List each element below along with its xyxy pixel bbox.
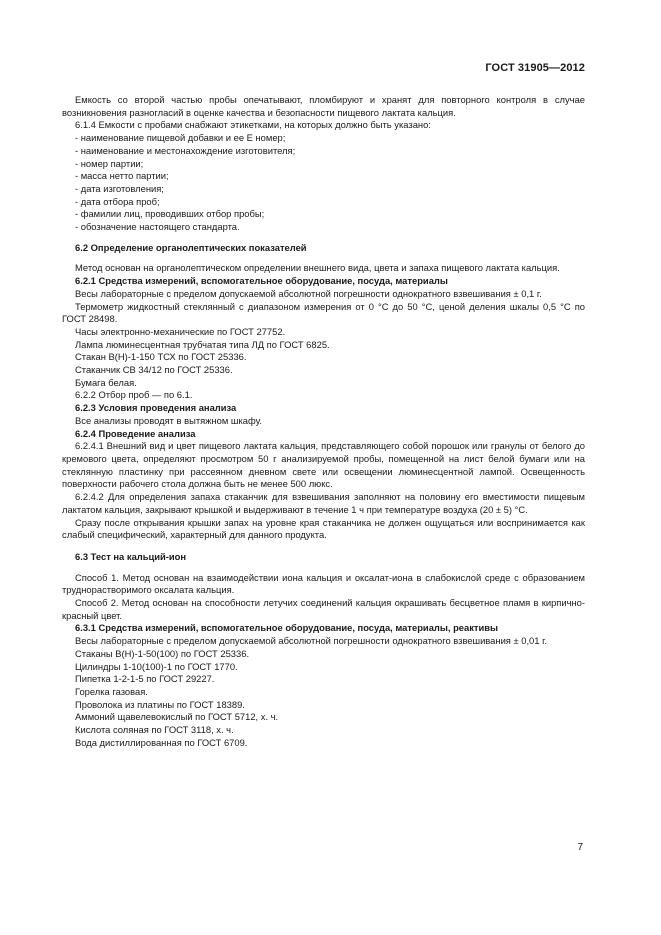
paragraph: Емкость со второй частью пробы опечатывают, пломбируют и хранят для повторного контроля в случае возникновения разногласий в оценке качества и безопасности пищевого лактата кальция.	[62, 94, 585, 118]
reagents-list	[62, 648, 585, 750]
list-item: Проволока из платины по ГОСТ 18389.	[75, 698, 245, 710]
list-item: - фамилии лиц, проводивших отбор пробы;	[75, 208, 265, 220]
document-body	[62, 94, 585, 749]
subsection-heading: 6.2.3 Условия проведения анализа	[75, 402, 237, 414]
list-item: 6.2.2 Отбор проб — по 6.1.	[75, 389, 193, 401]
label-requirements-list	[62, 132, 585, 234]
paragraph: 6.2.4.1 Внешний вид и цвет пищевого лактата кальция, представляющего собой порошок или гранулы от белого до кремового цвета, определяют просмотром 50 г анализируемой пробы, помещенной на лист белой бумаги или на стеклянную пластинку при рассеянном дневном свете или освещении люминесцентной лампой. Освещенность поверхности рабочего стола должна быть не менее 500 люкс.	[62, 440, 585, 490]
list-item: - обозначение настоящего стандарта.	[75, 221, 240, 233]
list-item: Лампа люминесцентная трубчатая типа ЛД по ГОСТ 6825.	[75, 338, 330, 350]
list-item: Кислота соляная по ГОСТ 3118, х. ч.	[75, 724, 234, 736]
list-item: Горелка газовая.	[75, 685, 148, 697]
list-item: Стаканы В(Н)-1-50(100) по ГОСТ 25336.	[75, 647, 250, 659]
list-item: Вода дистиллированная по ГОСТ 6709.	[75, 736, 248, 748]
list-item: Аммоний щавелевокислый по ГОСТ 5712, х. ч.	[75, 711, 279, 723]
list-item: - дата изготовления;	[75, 182, 164, 194]
paragraph: Весы лабораторные с пределом допускаемой абсолютной погрешности однократного взвешивания ± 0,1 г.	[75, 287, 542, 299]
list-item: - номер партии;	[75, 157, 144, 169]
list-item: - дата отбора проб;	[75, 195, 160, 207]
paragraph: Способ 1. Метод основан на взаимодействии иона кальция и оксалат-иона в слабокислой среде с образованием труднорастворимого оксалата кальция.	[62, 571, 585, 596]
paragraph: Термометр жидкостный стеклянный с диапазоном измерения от 0 °С до 50 °С, ценой деления шкалы 0,5 °С по ГОСТ 28498.	[62, 300, 585, 325]
paragraph: Все анализы проводят в вытяжном шкафу.	[75, 414, 262, 426]
list-item: Стакан В(Н)-1-150 ТСХ по ГОСТ 25336.	[75, 351, 247, 363]
list-item: Часы электронно-механические по ГОСТ 27752.	[75, 325, 286, 337]
section-heading: 6.2 Определение органолептических показателей	[75, 241, 307, 253]
equipment-list	[62, 326, 585, 402]
paragraph: 6.1.4 Емкости с пробами снабжают этикетками, на которых должно быть указано:	[75, 119, 431, 131]
paragraph: Способ 2. Метод основан на способности летучих соединений кальция окрашивать бесцветное пламя в кирпично-красный цвет.	[62, 597, 585, 621]
subsection-heading: 6.2.4 Проведение анализа	[75, 427, 196, 439]
list-item: Пипетка 1-2-1-5 по ГОСТ 29227.	[75, 673, 215, 685]
document-code: ГОСТ 31905—2012	[485, 62, 585, 74]
list-item: Бумага белая.	[75, 376, 137, 388]
paragraph: 6.2.4.2 Для определения запаха стаканчик для взвешивания заполняют на половину его вместимости пищевым лактатом кальция, закрывают крышкой и выдерживают в течение 1 ч при температуре воздуха (20 ± 5) °С.	[62, 491, 585, 515]
paragraph: Весы лабораторные с пределом допускаемой абсолютной погрешности однократного взвешивания ± 0,01 г.	[75, 635, 547, 647]
paragraph: Метод основан на органолептическом определении внешнего вида, цвета и запаха пищевого лактата кальция.	[75, 262, 560, 274]
page-number: 7	[577, 842, 583, 853]
list-item: - наименование и местонахождение изготовителя;	[75, 144, 296, 156]
list-item: Цилиндры 1-10(100)-1 по ГОСТ 1770.	[75, 660, 238, 672]
list-item: Стаканчик СВ 34/12 по ГОСТ 25336.	[75, 364, 233, 376]
list-item: - наименование пищевой добавки и ее Е номер;	[75, 132, 286, 144]
section-heading: 6.3 Тест на кальций-ион	[75, 550, 187, 562]
list-item: - масса нетто партии;	[75, 170, 169, 182]
paragraph: Сразу после открывания крышки запах на уровне края стаканчика не должен ощущаться или воспринимается как слабый специфический, характерный для данного продукта.	[62, 516, 585, 541]
subsection-heading: 6.3.1 Средства измерений, вспомогательное оборудование, посуда, материалы, реактивы	[75, 622, 499, 634]
subsection-heading: 6.2.1 Средства измерений, вспомогательное оборудование, посуда, материалы	[75, 275, 448, 287]
